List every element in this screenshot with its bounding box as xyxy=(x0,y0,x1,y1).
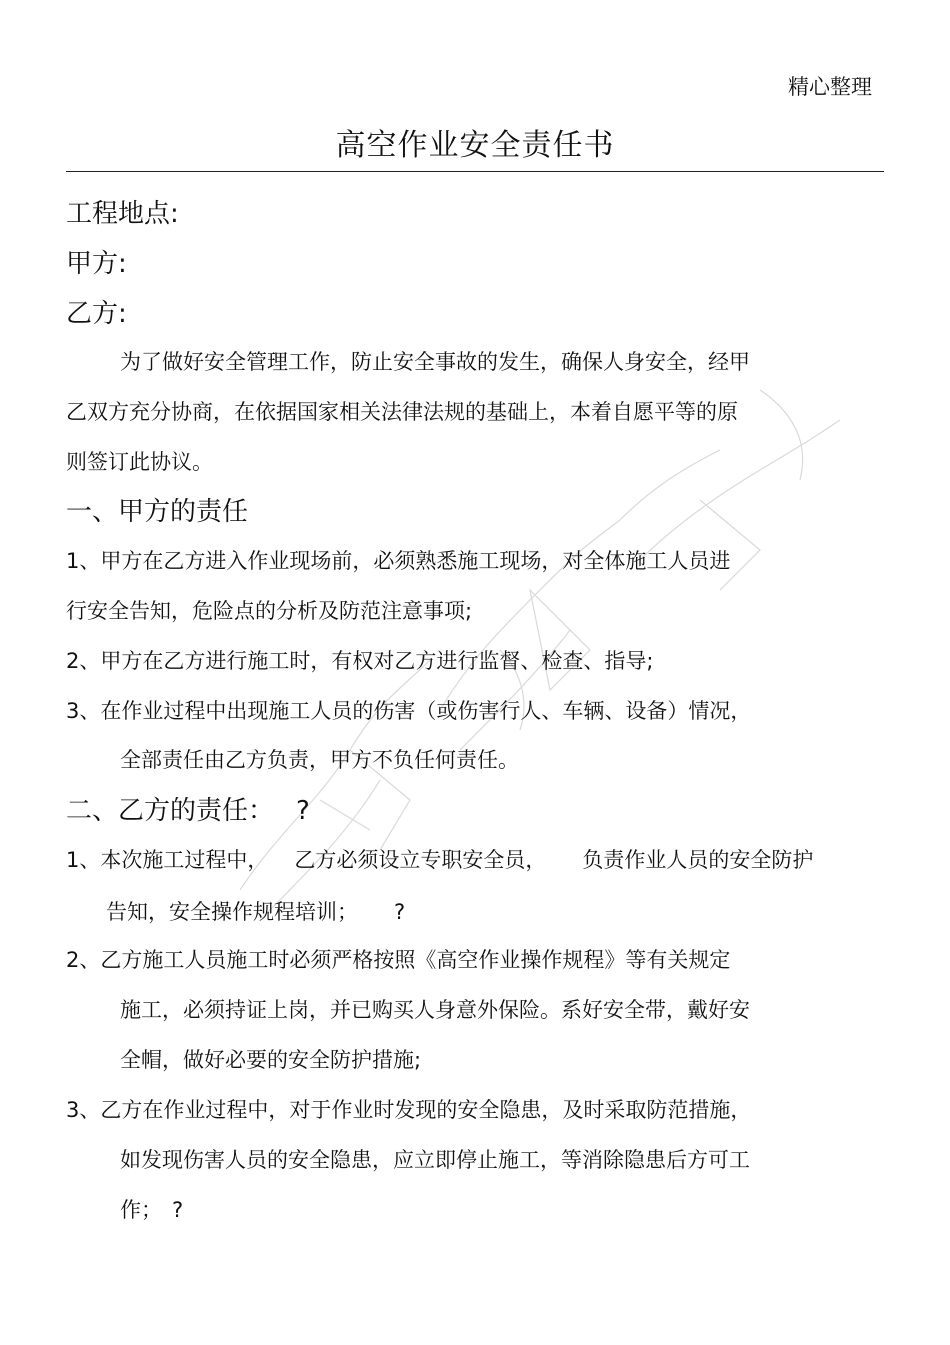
section-1-item-1-line-1: 1、甲方在乙方进入作业现场前，必须熟悉施工现场，对全体施工人员进 xyxy=(66,549,731,573)
section-2-item-3-line-1: 3、乙方在作业过程中，对于作业时发现的安全隐患，及时采取防范措施， xyxy=(66,1098,752,1122)
intro-line-3: 则签订此协议。 xyxy=(66,450,213,474)
section-2-item-1-line-2-text: 告知，安全操作规程培训； xyxy=(106,900,358,924)
intro-line-1: 为了做好安全管理工作，防止安全事故的发生，确保人身安全，经甲 xyxy=(120,350,750,374)
section-1-item-1-line-2: 行安全告知，危险点的分析及防范注意事项; xyxy=(66,599,473,623)
document-title: 高空作业安全责任书 xyxy=(335,128,615,163)
header-note: 精心整理 xyxy=(788,75,872,99)
section-2-item-1-part-3: 负责作业人员的安全防护 xyxy=(582,848,814,872)
section-2-item-3-mark: ? xyxy=(172,1198,184,1222)
title-divider xyxy=(66,171,884,172)
section-2-item-1-part-2: 乙方必须设立专职安全员， xyxy=(294,848,547,872)
section-2-heading-mark: ? xyxy=(296,796,310,826)
section-2-item-2-line-1: 2、乙方施工人员施工时必须严格按照《高空作业操作规程》等有关规定 xyxy=(66,948,731,972)
section-2-item-1-part-1: 1、本次施工过程中， xyxy=(66,848,269,872)
section-1-heading: 一、甲方的责任 xyxy=(66,497,249,527)
section-2-item-3-line-3-text: 作； xyxy=(120,1198,162,1222)
field-party-a: 甲方: xyxy=(66,249,127,279)
field-party-b: 乙方: xyxy=(66,299,127,329)
section-2-item-2-line-3: 全帽，做好必要的安全防护措施; xyxy=(120,1048,422,1072)
intro-line-2: 乙双方充分协商，在依据国家相关法律法规的基础上，本着自愿平等的原 xyxy=(66,400,738,424)
section-1-item-3-line-2: 全部责任由乙方负责，甲方不负任何责任。 xyxy=(120,748,519,772)
section-2-item-3-line-2: 如发现伤害人员的安全隐患，应立即停止施工，等消除隐患后方可工 xyxy=(120,1148,750,1172)
section-2-item-3-line-3 xyxy=(120,1195,183,1225)
section-2-item-2-line-2: 施工，必须持证上岗，并已购买人身意外保险。系好安全带，戴好安 xyxy=(120,998,750,1022)
section-2-item-1-line-1 xyxy=(66,845,813,875)
section-2-item-1-line-2 xyxy=(106,897,405,927)
section-2-heading: 二、乙方的责任： xyxy=(66,796,275,826)
section-1-item-2: 2、甲方在乙方进行施工时，有权对乙方进行监督、检查、指导; xyxy=(66,649,654,673)
section-2-heading-row xyxy=(66,793,310,829)
field-project-location: 工程地点: xyxy=(66,199,179,229)
section-1-item-3-line-1: 3、在作业过程中出现施工人员的伤害（或伤害行人、车辆、设备）情况， xyxy=(66,699,752,723)
section-2-item-1-line-2-mark: ? xyxy=(394,900,406,924)
